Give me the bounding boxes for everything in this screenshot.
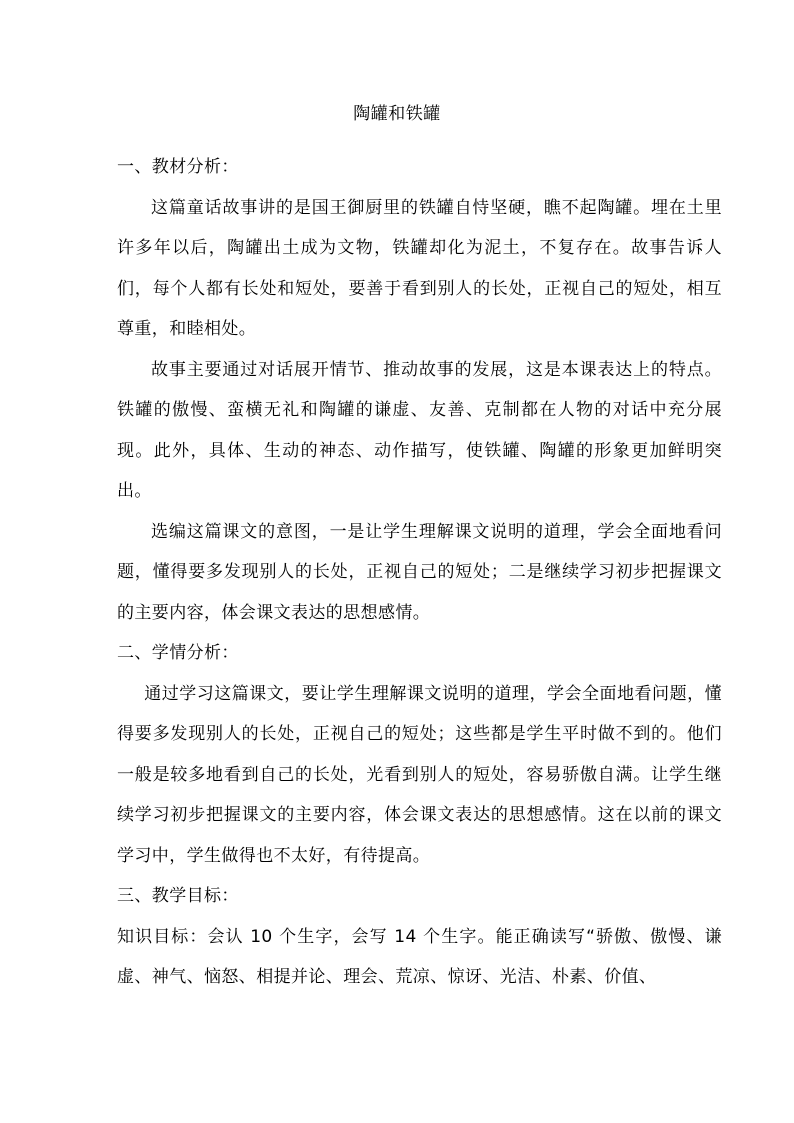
- paragraph: 这篇童话故事讲的是国王御厨里的铁罐自恃坚硬，瞧不起陶罐。埋在土里许多年以后，陶罐出土成为文物，铁罐却化为泥土，不复存在。故事告诉人们，每个人都有长处和短处，要善于看到别人的长处，正视自己的短处，相互尊重，和睦相处。: [117, 197, 722, 339]
- section-heading-students: 二、学情分析：: [117, 643, 239, 663]
- section-heading-goals: 三、教学目标：: [117, 886, 239, 906]
- paragraph: 通过学习这篇课文，要让学生理解课文说明的道理，学会全面地看问题，懂得要多发现别人的长处，正视自己的短处；这些都是学生平时做不到的。他们一般是较多地看到自己的长处，光看到别人的短处，容易骄傲自满。让学生继续学习初步把握课文的主要内容，体会课文表达的思想感情。这在以前的课文学习中，学生做得也不太好，有待提高。: [117, 683, 722, 866]
- paragraph: 故事主要通过对话展开情节、推动故事的发展，这是本课表达上的特点。铁罐的傲慢、蛮横无礼和陶罐的谦虚、友善、克制都在人物的对话中充分展现。此外，具体、生动的神态、动作描写，使铁罐、陶罐的形象更加鲜明突出。: [117, 359, 722, 501]
- document-title: 陶罐和铁罐: [353, 104, 441, 124]
- paragraph: 选编这篇课文的意图，一是让学生理解课文说明的道理，学会全面地看问题，懂得要多发现别人的长处，正视自己的短处；二是继续学习初步把握课文的主要内容，体会课文表达的思想感情。: [117, 521, 722, 623]
- document-body: [117, 147, 722, 998]
- section-heading-analysis: 一、教材分析：: [117, 157, 239, 177]
- paragraph: 知识目标：会认 10 个生字，会写 14 个生字。能正确读写“骄傲、傲慢、谦虚、神气、恼怒、相提并论、理会、荒凉、惊讶、光洁、朴素、价值、: [117, 926, 722, 987]
